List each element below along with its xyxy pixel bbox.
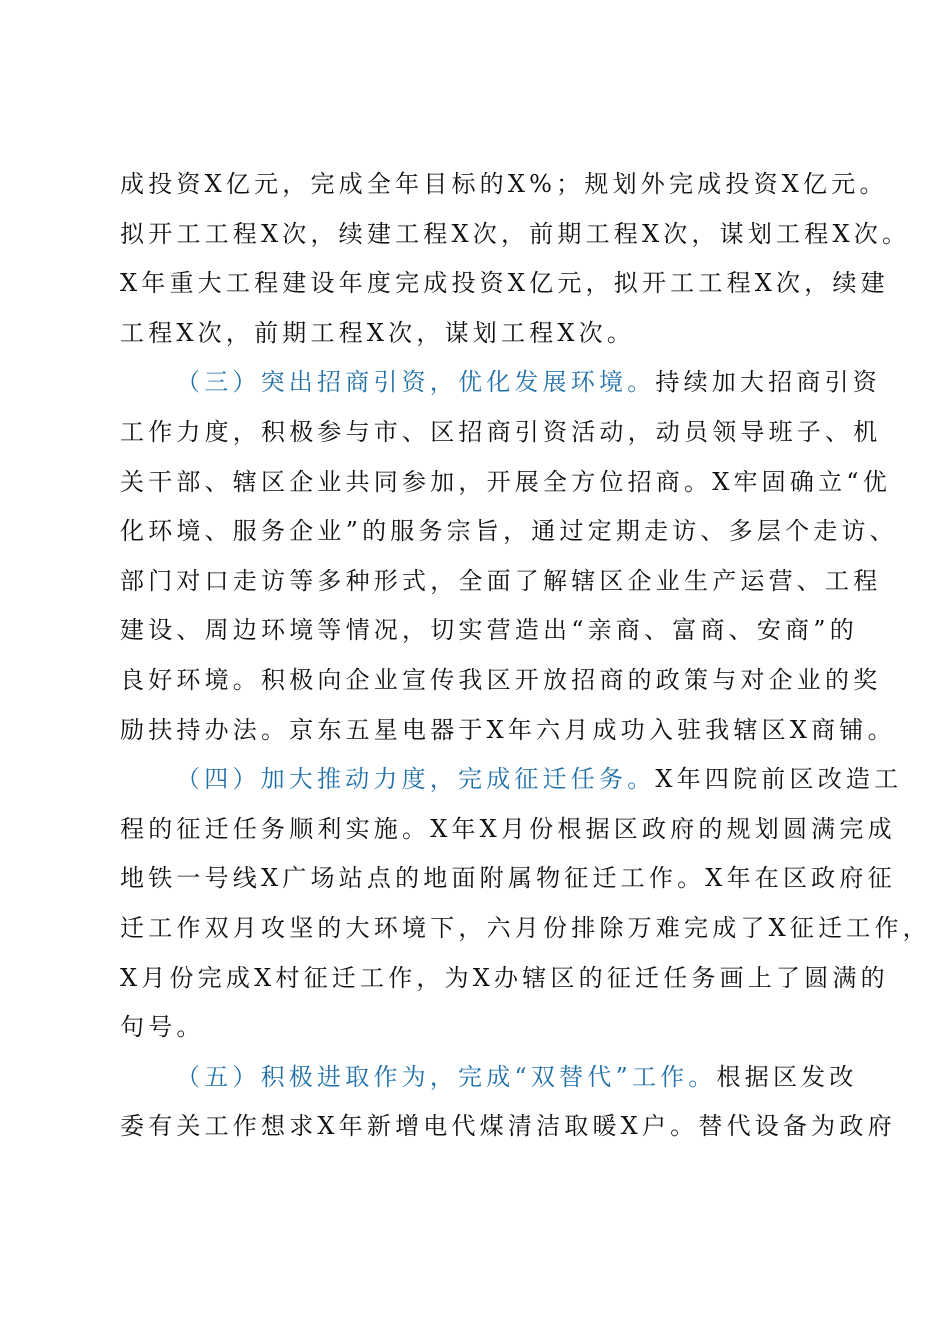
text-line (120, 805, 896, 855)
paragraph-text: 良好环境。积极向企业宣传我区开放招商的政策与对企业的奖 (120, 665, 882, 694)
paragraph-text: 句号。 (120, 1013, 205, 1042)
text-line (120, 557, 882, 607)
text-line (120, 656, 882, 706)
paragraph-text: 化环境、服务企业”的服务宗旨，通过定期走访、多层个走访、 (120, 517, 898, 546)
document-page (120, 160, 931, 1152)
paragraph-text: 委有关工作想求X年新增电代煤清洁取暖X户。替代设备为政府 (120, 1112, 896, 1141)
paragraph-text: X月份完成X村征迁工作，为X办辖区的征迁任务画上了圆满的 (120, 963, 889, 992)
text-line (120, 160, 888, 210)
paragraph-text: 持续加大招商引资 (655, 368, 882, 397)
section-heading: （四）加大推动力度，完成征迁任务。 (176, 765, 656, 794)
paragraph-text: 拟开工工程X次，续建工程X次，前期工程X次，谋划工程X次。 (120, 219, 911, 248)
paragraph-text: 建设、周边环境等情况，切实营造出“亲商、富商、安商”的 (120, 616, 858, 645)
paragraph-text: X年四院前区改造工 (655, 765, 903, 794)
paragraph-text: 关干部、辖区企业共同参加，开展全方位招商。X牢固确立“优 (120, 467, 891, 496)
paragraph-text: 成投资X亿元，完成全年目标的X%；规划外完成投资X亿元。 (120, 170, 888, 198)
paragraph-text: 程的征迁任务顺利实施。X年X月份根据区政府的规划圆满完成 (120, 814, 896, 843)
text-line (120, 606, 858, 656)
paragraph-text: X年重大工程建设年度完成投资X亿元，拟开工工程X次，续建 (120, 269, 889, 298)
text-line (120, 458, 891, 508)
text-line (120, 755, 903, 805)
text-line (120, 854, 896, 904)
paragraph-text: 迁工作双月攻坚的大环境下，六月份排除万难完成了X征迁工作， (120, 913, 931, 942)
paragraph-text: 励扶持办法。京东五星电器于X年六月成功入驻我辖区X商铺。 (120, 715, 896, 744)
paragraph-text: 地铁一号线X广场站点的地面附属物征迁工作。X年在区政府征 (120, 864, 896, 893)
text-line (120, 358, 882, 408)
text-line (120, 309, 832, 359)
section-heading: （三）突出招商引资，优化发展环境。 (176, 368, 656, 397)
text-line (120, 210, 911, 260)
text-line (120, 1053, 858, 1103)
paragraph-text: 工程X次，前期工程X次，谋划工程X次。 (120, 318, 636, 347)
text-line (120, 1102, 896, 1152)
text-line (120, 259, 889, 309)
text-line (120, 408, 882, 458)
text-line (120, 954, 889, 1004)
paragraph-text: 工作力度，积极参与市、区招商引资活动，动员领导班子、机 (120, 417, 882, 446)
section-heading: （五）积极进取作为，完成“双替代”工作。 (176, 1062, 717, 1091)
paragraph-text: 部门对口走访等多种形式，全面了解辖区企业生产运营、工程 (120, 566, 882, 595)
text-line (120, 904, 931, 954)
text-line (120, 507, 898, 557)
text-line (120, 706, 896, 756)
paragraph-text: 根据区发改 (716, 1062, 858, 1091)
text-line (120, 1003, 832, 1053)
